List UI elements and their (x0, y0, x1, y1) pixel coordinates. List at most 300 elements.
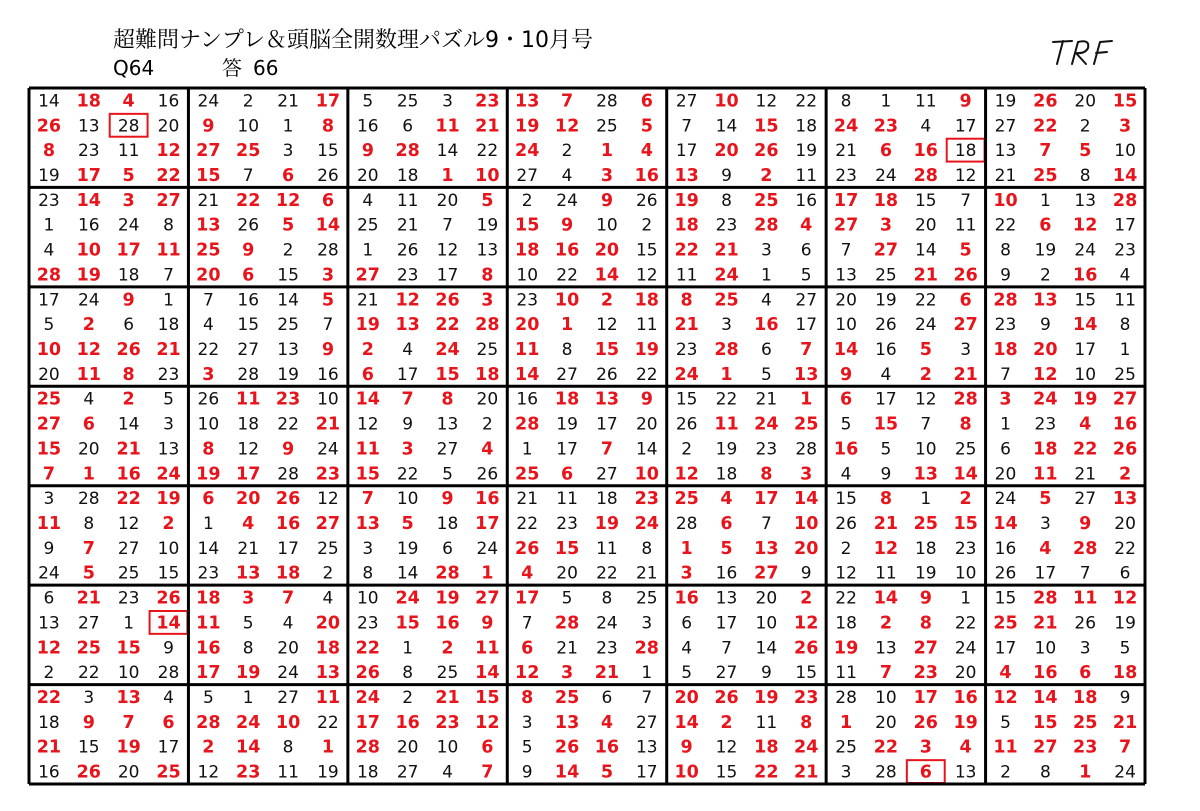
grid-cell: 13 (395, 315, 420, 336)
grid-cell: 13 (875, 638, 897, 659)
grid-cell: 9 (43, 538, 55, 559)
grid-cell: 4 (362, 190, 374, 211)
grid-cell: 10 (1034, 638, 1057, 659)
grid-cell: 20 (315, 613, 341, 634)
grid-cell: 14 (515, 364, 540, 385)
grid-cell: 12 (76, 340, 101, 360)
grid-cell: 15 (795, 663, 818, 684)
grid-cell: 17 (1114, 215, 1136, 236)
grid-cell: 27 (913, 638, 938, 659)
grid-cell: 16 (1033, 663, 1058, 684)
grid-cell: 21 (76, 588, 101, 609)
grid-cell: 2 (282, 240, 294, 261)
grid-cell: 20 (755, 588, 778, 609)
grid-cell: 27 (675, 91, 698, 112)
grid-cell: 4 (600, 712, 614, 733)
grid-cell: 18 (396, 166, 419, 186)
grid-cell: 11 (515, 340, 540, 360)
grid-cell: 3 (122, 190, 135, 211)
grid-cell: 8 (561, 340, 573, 360)
grid-cell: 4 (760, 290, 772, 311)
grid-cell: 24 (674, 364, 699, 385)
answer-value: 66 (253, 56, 279, 80)
grid-cell: 8 (83, 514, 95, 534)
grid-cell: 6 (681, 613, 693, 634)
grid-cell: 19 (76, 265, 101, 286)
grid-cell: 21 (873, 514, 899, 534)
grid-cell: 21 (356, 290, 379, 311)
grid-cell: 20 (436, 190, 459, 211)
grid-cell: 21 (315, 414, 341, 435)
grid-cell: 10 (954, 563, 977, 584)
grid-cell: 2 (162, 514, 175, 534)
grid-cell: 11 (755, 712, 778, 733)
grid-cell: 17 (833, 190, 859, 211)
grid-cell: 11 (954, 215, 977, 236)
grid-cell: 5 (840, 414, 852, 435)
grid-cell: 20 (954, 663, 977, 684)
grid-cell: 24 (1033, 389, 1058, 410)
grid-cell: 5 (600, 762, 614, 783)
grid-cell: 18 (795, 116, 818, 137)
grid-cell: 20 (1033, 340, 1058, 360)
grid-cell: 4 (442, 762, 453, 783)
grid-cell: 8 (202, 439, 215, 460)
grid-cell: 18 (715, 464, 738, 485)
grid-cell: 7 (560, 91, 574, 112)
grid-cell: 26 (435, 290, 460, 311)
grid-cell: 26 (275, 489, 301, 510)
grid-cell: 6 (242, 265, 255, 286)
grid-cell: 23 (117, 588, 140, 609)
grid-cell: 13 (315, 663, 341, 684)
grid-cell: 1 (82, 464, 95, 485)
grid-cell: 28 (795, 439, 818, 460)
grid-cell: 2 (402, 688, 414, 708)
grid-cell: 12 (197, 762, 220, 783)
grid-cell: 17 (157, 737, 180, 758)
grid-cell: 27 (833, 215, 859, 236)
grid-cell: 6 (760, 340, 772, 360)
grid-cell: 25 (754, 190, 779, 211)
grid-cell: 5 (43, 315, 55, 336)
grid-cell: 27 (635, 712, 658, 733)
grid-cell: 2 (1118, 464, 1132, 485)
grid-cell: 28 (554, 613, 580, 634)
grid-cell: 13 (835, 265, 857, 286)
grid-cell: 25 (317, 538, 339, 559)
grid-cell: 26 (355, 663, 380, 684)
grid-cell: 14 (197, 538, 220, 559)
grid-cell: 15 (77, 737, 100, 758)
grid-cell: 1 (163, 290, 174, 311)
grid-cell: 21 (435, 688, 460, 708)
grid-cell: 9 (680, 737, 693, 758)
grid-cell: 13 (794, 364, 819, 385)
grid-cell: 3 (163, 414, 174, 435)
grid-cell: 3 (321, 265, 335, 286)
grid-cell: 8 (163, 215, 174, 236)
grid-cell: 5 (561, 588, 573, 609)
grid-cell: 28 (475, 315, 500, 336)
grid-cell: 5 (362, 91, 374, 112)
grid-cell: 19 (277, 364, 299, 385)
grid-cell: 1 (321, 737, 335, 758)
grid-cell: 26 (835, 514, 857, 534)
grid-cell: 18 (954, 141, 977, 162)
grid-cell: 23 (1073, 737, 1098, 758)
grid-cell: 7 (401, 389, 414, 410)
grid-cell: 3 (680, 563, 693, 584)
grid-cell: 18 (873, 190, 899, 211)
grid-cell: 24 (794, 737, 819, 758)
grid-cell: 11 (156, 240, 181, 261)
grid-cell: 23 (435, 712, 460, 733)
grid-cell: 14 (236, 737, 261, 758)
grid-cell: 11 (596, 538, 618, 559)
grid-cell: 8 (840, 91, 852, 112)
grid-cell: 3 (43, 489, 55, 510)
grid-cell: 2 (242, 91, 254, 112)
grid-cell: 22 (77, 663, 100, 684)
grid-cell: 24 (515, 141, 540, 162)
grid-cell: 23 (516, 290, 539, 311)
grid-cell: 8 (42, 141, 56, 162)
grid-cell: 16 (116, 464, 141, 485)
grid-cell: 2 (122, 389, 135, 410)
grid-cell: 13 (635, 737, 658, 758)
grid-cell: 14 (38, 91, 60, 112)
grid-cell: 4 (561, 166, 573, 186)
grid-cell: 23 (913, 663, 938, 684)
grid-cell: 20 (994, 464, 1017, 485)
grid-cell: 25 (875, 265, 897, 286)
grid-cell: 17 (675, 141, 698, 162)
grid-cell: 12 (835, 563, 857, 584)
grid-cell: 13 (436, 414, 459, 435)
grid-cell: 2 (441, 638, 454, 659)
grid-cell: 26 (156, 588, 181, 609)
grid-cell: 10 (197, 414, 220, 435)
grid-cell: 1 (680, 538, 693, 559)
grid-cell: 10 (356, 588, 379, 609)
grid-cell: 27 (1112, 389, 1138, 410)
grid-cell: 6 (521, 638, 534, 659)
grid-cell: 16 (1112, 414, 1138, 435)
grid-cell: 23 (356, 613, 379, 634)
grid-cell: 14 (794, 489, 819, 510)
grid-cell: 20 (714, 141, 739, 162)
grid-cell: 21 (475, 116, 500, 137)
grid-cell: 22 (277, 414, 299, 435)
grid-cell: 28 (953, 389, 978, 410)
grid-cell: 22 (317, 712, 339, 733)
grid-cell: 20 (157, 116, 180, 137)
grid-cell: 8 (402, 663, 414, 684)
grid-cell: 2 (800, 588, 813, 609)
grid-cell: 23 (556, 514, 578, 534)
grid-cell: 8 (441, 389, 454, 410)
grid-cell: 10 (794, 514, 819, 534)
grid-cell: 17 (635, 762, 658, 783)
grid-cell: 10 (835, 315, 857, 336)
grid-cell: 15 (715, 762, 738, 783)
grid-cell: 24 (277, 663, 299, 684)
grid-cell: 1 (720, 364, 733, 385)
grid-cell: 26 (554, 737, 580, 758)
grid-cell: 11 (556, 489, 578, 510)
grid-cell: 20 (117, 762, 140, 783)
grid-cell: 6 (481, 737, 494, 758)
grid-cell: 11 (196, 613, 221, 634)
grid-cell: 5 (880, 439, 892, 460)
grid-cell: 28 (1033, 588, 1058, 609)
grid-cell: 4 (122, 91, 135, 112)
grid-cell: 20 (77, 439, 100, 460)
grid-cell: 16 (674, 588, 699, 609)
grid-cell: 16 (237, 290, 260, 311)
grid-cell: 22 (156, 166, 181, 186)
grid-cell: 11 (993, 737, 1018, 758)
grid-cell: 3 (242, 588, 255, 609)
grid-cell: 8 (641, 538, 653, 559)
grid-cell: 19 (476, 215, 499, 236)
grid-cell: 21 (1074, 464, 1097, 485)
grid-cell: 24 (596, 613, 618, 634)
grid-cell: 17 (355, 712, 380, 733)
grid-cell: 23 (38, 190, 60, 211)
grid-cell: 10 (914, 439, 937, 460)
grid-cell: 6 (1079, 663, 1092, 684)
grid-cell: 7 (442, 215, 453, 236)
grid-cell: 19 (1114, 613, 1136, 634)
grid-cell: 23 (77, 141, 100, 162)
grid-cell: 24 (833, 116, 859, 137)
grid-cell: 12 (36, 638, 62, 659)
grid-cell: 19 (156, 489, 181, 510)
grid-cell: 23 (275, 389, 301, 410)
grid-cell: 14 (1073, 315, 1098, 336)
grid-cell: 27 (196, 141, 221, 162)
grid-cell: 21 (755, 389, 778, 410)
grid-cell: 9 (1119, 688, 1131, 708)
grid-cell: 22 (355, 638, 380, 659)
grid-cell: 1 (1119, 340, 1131, 360)
grid-cell: 13 (157, 439, 180, 460)
grid-cell: 28 (395, 141, 420, 162)
grid-cell: 27 (277, 688, 299, 708)
grid-cell: 18 (674, 215, 699, 236)
grid-cell: 23 (1034, 414, 1057, 435)
grid-cell: 23 (157, 364, 180, 385)
grid-cell: 3 (401, 439, 414, 460)
grid-cell: 14 (315, 215, 341, 236)
grid-cell: 7 (42, 464, 56, 485)
grid-cell: 27 (1033, 737, 1058, 758)
grid-cell: 9 (82, 712, 95, 733)
grid-cell: 18 (554, 389, 580, 410)
grid-cell: 24 (634, 514, 659, 534)
grid-cell: 8 (1079, 166, 1091, 186)
grid-cell: 16 (435, 613, 460, 634)
grid-cell: 22 (435, 315, 460, 336)
grid-cell: 14 (355, 389, 380, 410)
grid-cell: 16 (275, 514, 301, 534)
grid-cell: 28 (277, 464, 299, 485)
grid-cell: 25 (835, 737, 857, 758)
grid-cell: 28 (1073, 538, 1098, 559)
grid-cell: 8 (321, 116, 335, 137)
grid-cell: 5 (442, 464, 453, 485)
grid-cell: 18 (596, 489, 618, 510)
grid-cell: 10 (436, 737, 459, 758)
grid-cell: 4 (959, 737, 972, 758)
grid-cell: 8 (959, 414, 972, 435)
grid-cell: 2 (202, 737, 215, 758)
grid-cell: 19 (396, 538, 419, 559)
grid-cell: 5 (800, 265, 812, 286)
grid-cell: 13 (754, 538, 779, 559)
grid-cell: 22 (954, 613, 977, 634)
grid-cell: 18 (315, 638, 341, 659)
grid-cell: 27 (715, 663, 738, 684)
grid-cell: 24 (317, 439, 339, 460)
grid-cell: 16 (196, 638, 221, 659)
grid-cell: 11 (435, 116, 460, 137)
grid-cell: 7 (879, 663, 893, 684)
grid-cell: 7 (721, 638, 732, 659)
grid-cell: 17 (116, 240, 141, 261)
cell-layer (37, 91, 1138, 782)
grid-cell: 28 (515, 414, 540, 435)
grid-cell: 20 (236, 489, 261, 510)
grid-cell: 6 (560, 464, 574, 485)
grid-cell: 22 (914, 290, 937, 311)
grid-cell: 7 (1118, 737, 1132, 758)
grid-cell: 10 (1074, 364, 1097, 385)
grid-cell: 16 (594, 737, 620, 758)
grid-cell: 13 (1033, 290, 1058, 311)
grid-cell: 27 (156, 190, 181, 211)
grid-cell: 5 (720, 538, 733, 559)
grid-cell: 25 (554, 688, 580, 708)
grid-cell: 10 (875, 688, 897, 708)
grid-cell: 5 (1000, 712, 1011, 733)
grid-cell: 18 (196, 588, 221, 609)
grid-cell: 18 (237, 414, 260, 435)
grid-cell: 2 (322, 563, 334, 584)
grid-cell: 1 (481, 563, 494, 584)
grid-cell: 5 (1119, 638, 1131, 659)
grid-cell: 11 (236, 389, 261, 410)
grid-cell: 7 (521, 613, 533, 634)
grid-cell: 25 (76, 638, 101, 659)
grid-cell: 21 (1033, 613, 1058, 634)
grid-cell: 1 (282, 116, 294, 137)
grid-cell: 11 (635, 315, 658, 336)
grid-cell: 18 (436, 514, 459, 534)
grid-cell: 16 (317, 364, 339, 385)
grid-cell: 8 (680, 290, 693, 311)
grid-cell: 15 (355, 464, 380, 485)
grid-cell: 15 (594, 340, 620, 360)
grid-cell: 28 (835, 688, 857, 708)
grid-cell: 22 (1114, 538, 1136, 559)
grid-cell: 17 (38, 290, 60, 311)
grid-cell: 3 (1039, 514, 1051, 534)
grid-cell: 6 (800, 240, 812, 261)
grid-cell: 15 (515, 215, 540, 236)
grid-cell: 1 (641, 663, 653, 684)
grid-cell: 6 (879, 141, 893, 162)
grid-cell: 12 (554, 116, 580, 137)
grid-cell: 15 (237, 315, 260, 336)
grid-cell: 17 (954, 116, 977, 137)
grid-cell: 10 (157, 538, 180, 559)
grid-cell: 1 (1039, 190, 1051, 211)
grid-cell: 8 (521, 688, 534, 708)
grid-cell: 1 (1079, 762, 1092, 783)
grid-cell: 28 (355, 737, 380, 758)
grid-cell: 8 (1119, 315, 1131, 336)
grid-cell: 4 (640, 141, 653, 162)
grid-cell: 9 (481, 613, 494, 634)
grid-cell: 27 (315, 514, 341, 534)
grid-cell: 20 (1074, 91, 1097, 112)
grid-cell: 15 (994, 588, 1017, 609)
grid-cell: 28 (196, 712, 221, 733)
grid-cell: 25 (714, 290, 739, 311)
answer-label: 答 (222, 56, 242, 80)
grid-cell: 9 (281, 439, 295, 460)
grid-cell: 9 (1079, 514, 1092, 534)
grid-cell: 12 (237, 439, 260, 460)
grid-cell: 19 (556, 414, 578, 435)
grid-cell: 14 (715, 116, 738, 137)
grid-cell: 24 (395, 588, 420, 609)
grid-cell: 11 (76, 364, 101, 385)
grid-cell: 25 (196, 240, 221, 261)
grid-cell: 1 (43, 215, 55, 236)
grid-cell: 21 (277, 91, 299, 112)
grid-cell: 5 (321, 290, 335, 311)
grid-cell: 28 (1112, 190, 1138, 211)
grid-cell: 17 (795, 315, 818, 336)
grid-cell: 13 (77, 116, 100, 137)
grid-cell: 14 (117, 414, 140, 435)
grid-cell: 24 (197, 91, 220, 112)
grid-cell: 12 (954, 166, 977, 186)
grid-cell: 14 (1112, 166, 1138, 186)
grid-cell: 26 (1033, 91, 1058, 112)
grid-cell: 26 (913, 712, 938, 733)
grid-cell: 3 (800, 464, 813, 485)
grid-cell: 3 (521, 712, 533, 733)
grid-cell: 22 (197, 340, 220, 360)
grid-cell: 26 (36, 116, 62, 137)
grid-cell: 24 (117, 215, 140, 236)
grid-cell: 26 (237, 215, 260, 236)
grid-cell: 8 (282, 737, 294, 758)
grid-cell: 2 (641, 215, 653, 236)
grid-cell: 19 (795, 141, 818, 162)
grid-cell: 21 (594, 663, 620, 684)
grid-cell: 14 (674, 712, 699, 733)
grid-cell: 1 (880, 91, 892, 112)
grid-cell: 15 (1033, 712, 1058, 733)
grid-cell: 9 (959, 91, 972, 112)
grid-cell: 15 (835, 489, 857, 510)
